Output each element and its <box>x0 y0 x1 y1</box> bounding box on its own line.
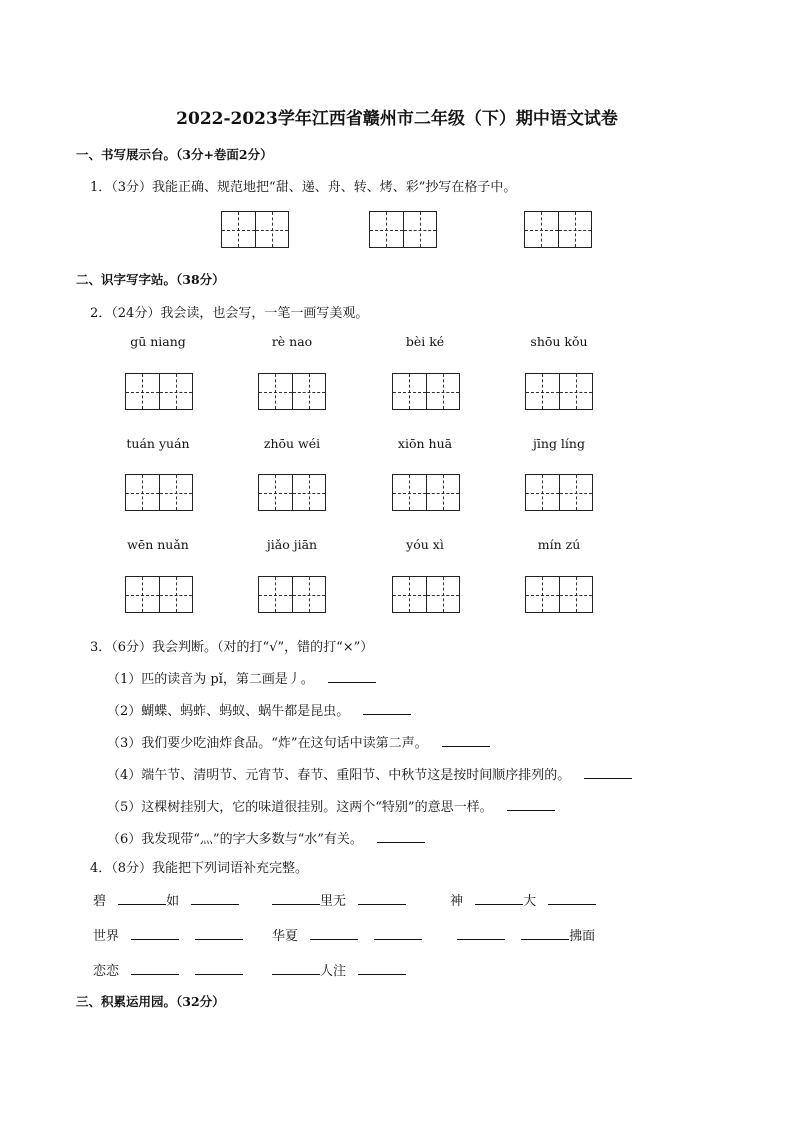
answer-blank[interactable] <box>310 927 358 940</box>
judgement-text: （3）我们要少吃油炸食品。“炸”在这句话中读第二声。 <box>107 736 428 751</box>
idiom-fill <box>272 960 406 979</box>
writing-grid[interactable] <box>369 211 437 248</box>
idiom-char: 人注 <box>320 964 347 979</box>
idiom-char: 碧 <box>93 894 107 909</box>
judgement-item <box>107 796 555 815</box>
answer-blank[interactable] <box>272 962 320 975</box>
answer-blank[interactable] <box>131 962 179 975</box>
answer-blank[interactable] <box>475 892 523 905</box>
pinyin-label: wēn nuǎn <box>127 537 189 552</box>
answer-blank[interactable] <box>507 798 555 811</box>
answer-blank[interactable] <box>118 892 166 905</box>
idiom-fill <box>450 890 596 909</box>
judgement-item <box>107 828 425 847</box>
idiom-fill <box>272 925 422 944</box>
answer-blank[interactable] <box>548 892 596 905</box>
idiom-char: 拂面 <box>569 929 596 944</box>
idiom-fill <box>93 925 243 944</box>
answer-blank[interactable] <box>521 927 569 940</box>
writing-grid[interactable] <box>392 373 460 410</box>
judgement-text: （1）匹的读音为 pǐ，第二画是丿。 <box>107 672 314 687</box>
idiom-char: 如 <box>166 894 180 909</box>
writing-grid[interactable] <box>258 373 326 410</box>
judgement-text: （4）端午节、清明节、元宵节、春节、重阳节、中秋节这是按时间顺序排列的。 <box>107 768 571 783</box>
pinyin-label: rè nao <box>271 334 313 349</box>
judgement-item <box>107 700 411 719</box>
page-title: 2022-2023学年江西省赣州市二年级（下）期中语文试卷 <box>176 109 618 129</box>
idiom-char: 恋恋 <box>93 964 120 979</box>
idiom-fill <box>272 890 406 909</box>
pinyin-label: bèi ké <box>405 334 445 349</box>
writing-grid[interactable] <box>392 474 460 511</box>
judgement-item <box>107 668 376 687</box>
answer-blank[interactable] <box>442 734 490 747</box>
writing-grid[interactable] <box>525 373 593 410</box>
answer-blank[interactable] <box>195 927 243 940</box>
idiom-char: 里无 <box>320 894 347 909</box>
pinyin-label: jiǎo jiān <box>266 537 318 552</box>
idiom-fill <box>93 960 243 979</box>
pinyin-label: gū niang <box>130 334 186 349</box>
writing-grid[interactable] <box>392 576 460 613</box>
answer-blank[interactable] <box>377 830 425 843</box>
answer-blank[interactable] <box>272 892 320 905</box>
pinyin-label: yóu xì <box>406 537 444 552</box>
idiom-char: 大 <box>523 894 537 909</box>
writing-grid[interactable] <box>524 211 592 248</box>
pinyin-label: shōu kǒu <box>530 334 588 349</box>
judgement-text: （6）我发现带“灬”的字大多数与“水”有关。 <box>107 832 363 847</box>
judgement-text: （2）蝴蝶、蚂蚱、蚂蚁、蜗牛都是昆虫。 <box>107 704 350 719</box>
writing-grid[interactable] <box>125 474 193 511</box>
writing-grid[interactable] <box>125 576 193 613</box>
idiom-char: 华夏 <box>272 929 299 944</box>
answer-blank[interactable] <box>328 670 376 683</box>
section-1-heading: 一、书写展示台。（3分+卷面2分） <box>76 147 273 162</box>
answer-blank[interactable] <box>131 927 179 940</box>
pinyin-label: jīng líng <box>533 436 585 451</box>
idiom-char: 世界 <box>93 929 120 944</box>
judgement-item <box>107 764 632 783</box>
idiom-fill <box>93 890 239 909</box>
idiom-char: 神 <box>450 894 464 909</box>
answer-blank[interactable] <box>374 927 422 940</box>
pinyin-label: mín zú <box>537 537 581 552</box>
question-4: 4．（8分）我能把下列词语补充完整。 <box>90 861 309 876</box>
pinyin-label: tuán yuán <box>126 436 190 451</box>
question-1: 1．（3分）我能正确、规范地把“甜、递、舟、转、烤、彩”抄写在格子中。 <box>90 180 517 195</box>
answer-blank[interactable] <box>358 962 406 975</box>
pinyin-label: zhōu wéi <box>263 436 321 451</box>
writing-grid[interactable] <box>525 576 593 613</box>
section-3-heading: 三、积累运用园。（32分） <box>76 994 225 1009</box>
writing-grid[interactable] <box>221 211 289 248</box>
idiom-fill <box>457 925 595 944</box>
pinyin-label: xiōn huā <box>397 436 453 451</box>
answer-blank[interactable] <box>584 766 632 779</box>
answer-blank[interactable] <box>457 927 505 940</box>
writing-grid[interactable] <box>258 576 326 613</box>
writing-grid[interactable] <box>258 474 326 511</box>
judgement-item <box>107 732 490 751</box>
writing-grid[interactable] <box>525 474 593 511</box>
question-3: 3．（6分）我会判断。（对的打“√”，错的打“×”） <box>90 640 374 655</box>
answer-blank[interactable] <box>358 892 406 905</box>
judgement-text: （5）这棵树挂别大，它的味道很挂别。这两个“特别”的意思一样。 <box>107 800 493 815</box>
question-2: 2．（24分）我会读，也会写，一笔一画写美观。 <box>90 306 369 321</box>
answer-blank[interactable] <box>195 962 243 975</box>
section-2-heading: 二、识字写字站。（38分） <box>76 272 225 287</box>
writing-grid[interactable] <box>125 373 193 410</box>
answer-blank[interactable] <box>363 702 411 715</box>
answer-blank[interactable] <box>191 892 239 905</box>
